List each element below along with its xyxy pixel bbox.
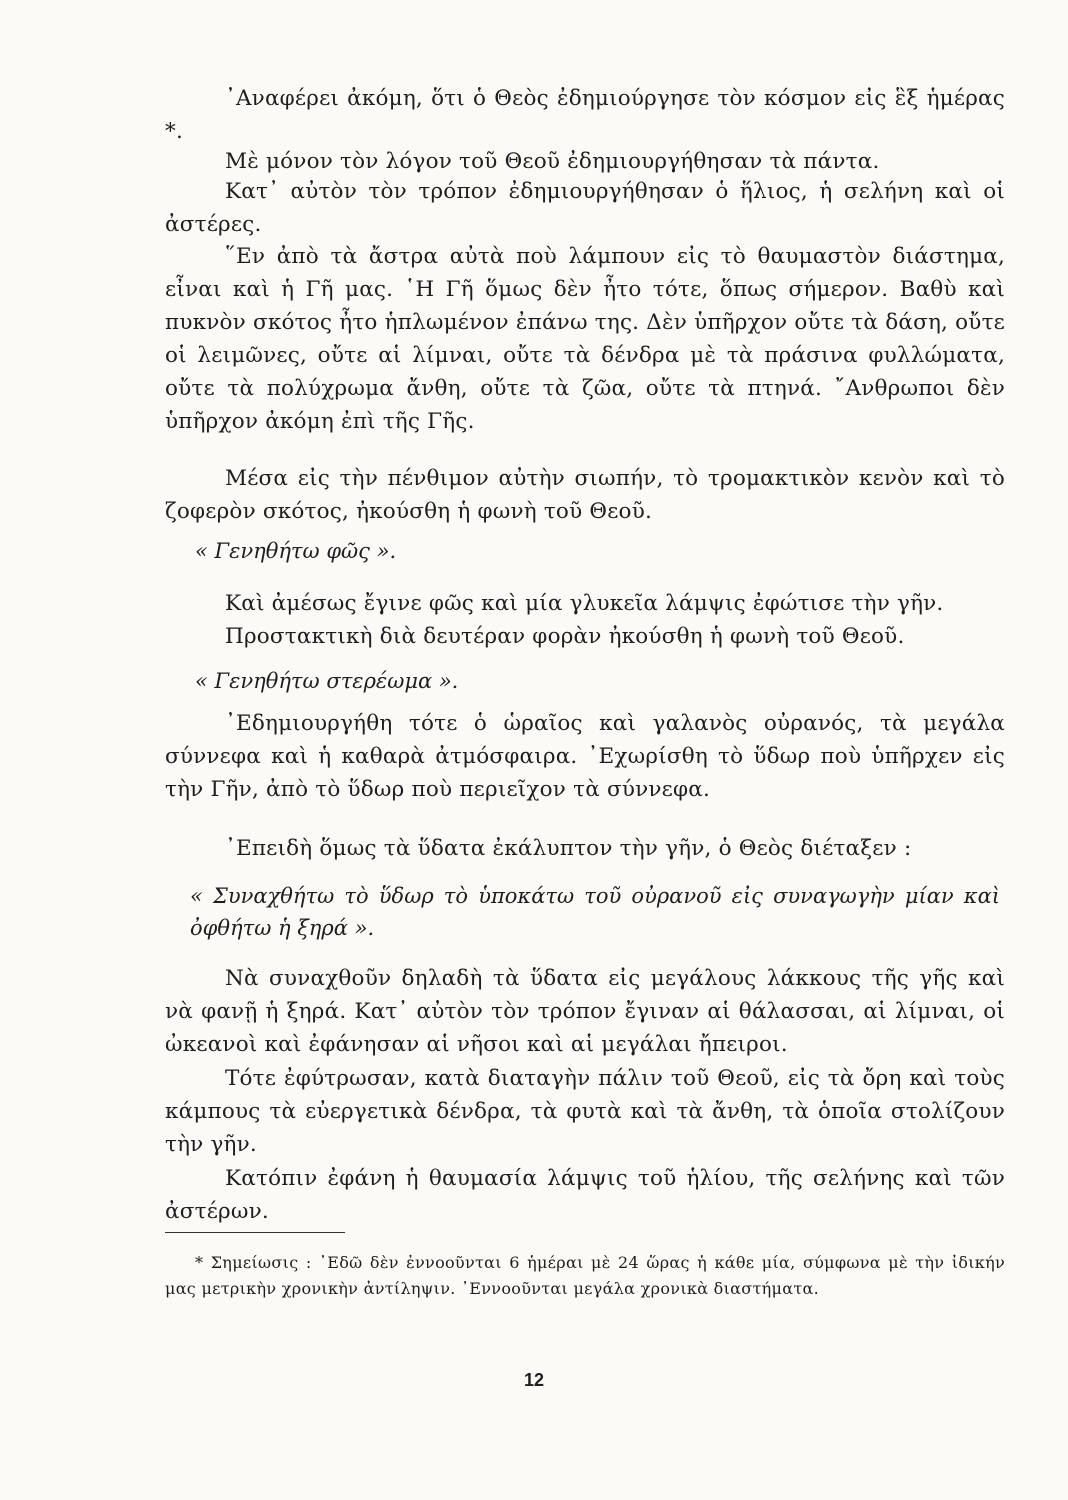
- page-number: 12: [523, 1370, 545, 1390]
- paragraph-seas: Νὰ συναχθοῦν δηλαδὴ τὰ ὕδατα εἰς μεγάλους λάκκους τῆς γῆς καὶ νὰ φανῇ ἡ ξηρά. Κατ᾿ αὐτὸν τὸν τρόπον ἔγιναν αἱ θάλασσαι, αἱ λίμναι, οἱ ὠκεανοὶ καὶ ἐφάνησαν αἱ νῆσοι καὶ αἱ μεγάλαι ἤπειροι.: [165, 966, 1005, 1057]
- paragraph-days: ᾿Αναφέρει ἀκόμη, ὅτι ὁ Θεὸς ἐδημιούργησε τὸν κόσμον εἰς ἓξ ἡμέρας *.: [165, 86, 1005, 144]
- paragraph-waters: ᾿Επειδὴ ὅμως τὰ ὕδατα ἐκάλυπτον τὴν γῆν, ὁ Θεὸς διέταξεν :: [225, 836, 912, 861]
- paragraph-stars: Κατόπιν ἐφάνη ἡ θαυμασία λάμψις τοῦ ἡλίου, τῆς σελήνης καὶ τῶν ἀστέρων.: [165, 1166, 1005, 1224]
- paragraph-word: Μὲ μόνον τὸν λόγον τοῦ Θεοῦ ἐδημιουργήθησαν τὰ πάντα.: [225, 149, 880, 174]
- paragraph-plants: Τότε ἐφύτρωσαν, κατὰ διαταγὴν πάλιν τοῦ Θεοῦ, εἰς τὰ ὄρη καὶ τοὺς κάμπους τὰ εὐεργετικὰ δένδρα, τὰ φυτὰ καὶ τὰ ἄνθη, τὰ ὁποῖα στολίζουν τὴν γῆν.: [165, 1066, 1005, 1157]
- quote-gather-waters: « Συναχθήτω τὸ ὕδωρ τὸ ὑποκάτω τοῦ οὐρανοῦ εἰς συναγωγὴν μίαν καὶ ὀφθήτω ἡ ξηρά ».: [190, 884, 1000, 940]
- paragraph-earth-darkness: ῞Εν ἀπὸ τὰ ἄστρα αὐτὰ ποὺ λάμπουν εἰς τὸ θαυμαστὸν διάστημα, εἶναι καὶ ἡ Γῆ μας. ῾Η Γῆ ὅμως δὲν ἦτο τότε, ὅπως σήμερον. Βαθὺ καὶ πυκνὸν σκότος ἦτο ἡπλωμένον ἐπάνω της. Δὲν ὑπῆρχον οὔτε τὰ δάση, οὔτε οἱ λειμῶνες, οὔτε αἱ λίμναι, οὔτε τὰ δένδρα μὲ τὰ πράσινα φυλλώματα, οὔτε τὰ πολύχρωμα ἄνθη, οὔτε τὰ ζῶα, οὔτε τὰ πτηνά. ῎Ανθρωποι δὲν ὑπῆρχον ἀκόμη ἐπὶ τῆς Γῆς.: [165, 244, 1005, 434]
- paragraph-second-command: Προστακτικὴ διὰ δευτέραν φορὰν ἠκούσθη ἡ φωνὴ τοῦ Θεοῦ.: [225, 624, 905, 649]
- paragraph-silence: Μέσα εἰς τὴν πένθιμον αὐτὴν σιωπήν, τὸ τρομακτικὸν κενὸν καὶ τὸ ζοφερὸν σκότος, ἠκούσθη ἡ φωνὴ τοῦ Θεοῦ.: [165, 466, 1005, 524]
- paragraph-light: Καὶ ἀμέσως ἔγινε φῶς καὶ μία γλυκεῖα λάμψις ἐφώτισε τὴν γῆν.: [225, 591, 944, 616]
- quote-let-there-be-light: « Γενηθήτω φῶς ».: [195, 539, 397, 563]
- footnote-divider: [165, 1232, 345, 1233]
- paragraph-sun-moon: Κατ᾿ αὐτὸν τὸν τρόπον ἐδημιουργήθησαν ὁ ἥλιος, ἡ σελήνη καὶ οἱ ἀστέρες.: [165, 179, 1005, 237]
- quote-firmament: « Γενηθήτω στερέωμα ».: [195, 669, 459, 693]
- paragraph-sky: ᾿Εδημιουργήθη τότε ὁ ὡραῖος καὶ γαλανὸς οὐρανός, τὰ μεγάλα σύννεφα καὶ ἡ καθαρὰ ἀτμόσφαιρα. ᾿Εχωρίσθη τὸ ὕδωρ ποὺ ὑπῆρχεν εἰς τὴν Γῆν, ἀπὸ τὸ ὕδωρ ποὺ περιεῖχον τὰ σύννεφα.: [165, 711, 1005, 802]
- footnote: * Σημείωσις : ᾿Εδῶ δὲν ἐννοοῦνται 6 ἡμέραι μὲ 24 ὥρας ἡ κάθε μία, σύμφωνα μὲ τὴν ἰδικήν μας μετρικὴν χρονικὴν ἀντίληψιν. ᾿Εννοοῦνται μεγάλα χρονικὰ διαστήματα.: [165, 1253, 1005, 1298]
